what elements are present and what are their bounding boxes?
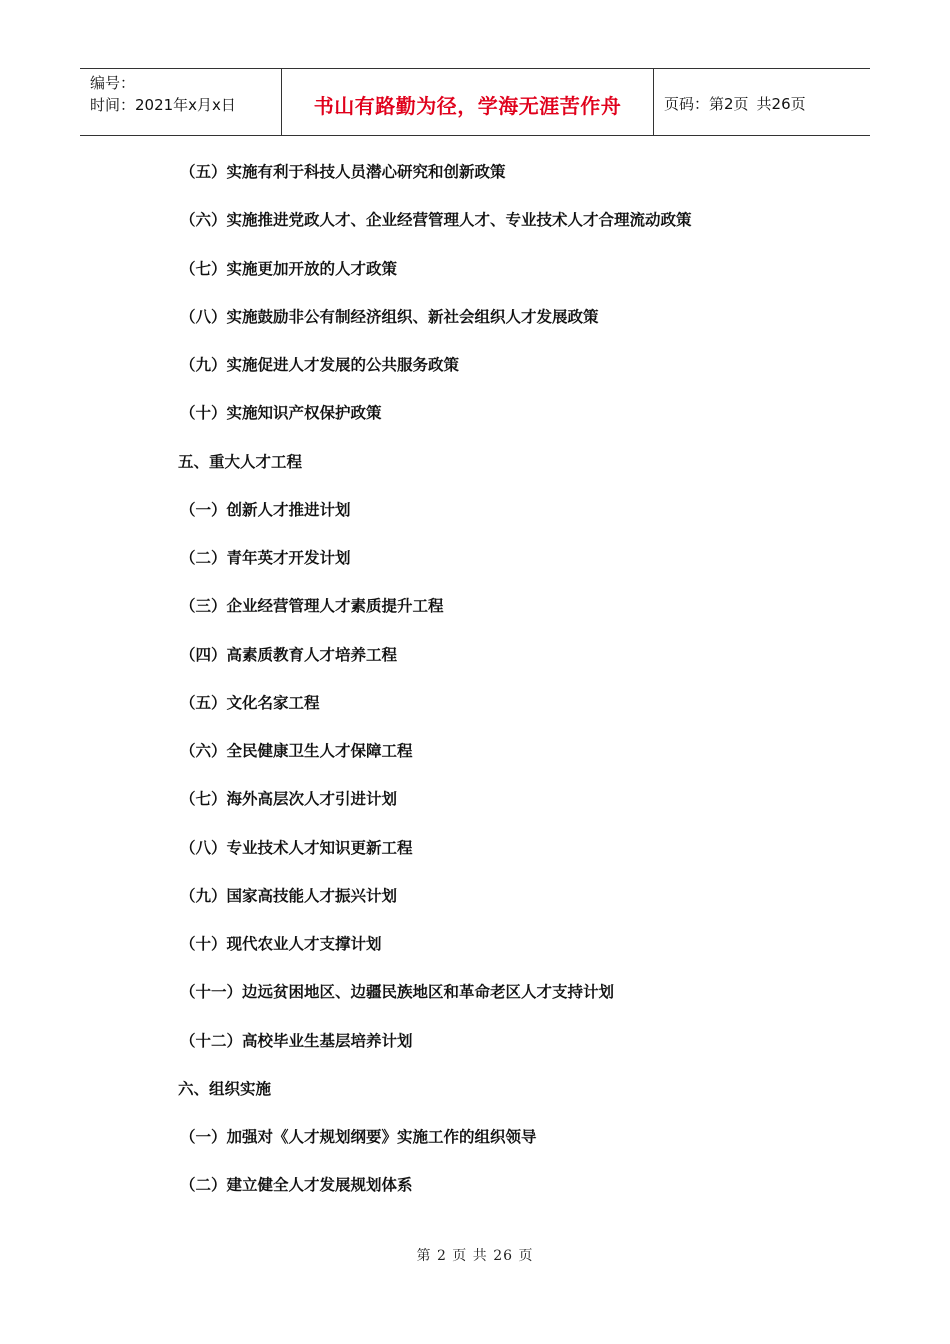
outline-item: （七）实施更加开放的人才政策 — [180, 259, 398, 278]
page-footer: 第 2 页 共 26 页 — [416, 1248, 534, 1264]
header-page-total: 共26页 — [756, 94, 806, 113]
outline-item: （五）文化名家工程 — [180, 693, 320, 712]
header-page-cell — [654, 69, 870, 135]
header-page-number: 页码：第2页 — [664, 94, 749, 113]
outline-item: （三）企业经营管理人才素质提升工程 — [180, 597, 444, 616]
outline-item: （十）实施知识产权保护政策 — [180, 404, 382, 423]
outline-item: （十二）高校毕业生基层培养计划 — [180, 1031, 413, 1050]
header-motto-cell — [282, 69, 654, 135]
outline-list — [180, 158, 860, 1220]
outline-item: （九）国家高技能人才振兴计划 — [180, 886, 398, 905]
outline-item: （八）实施鼓励非公有制经济组织、新社会组织人才发展政策 — [180, 307, 599, 326]
section-heading: 五、重大人才工程 — [178, 452, 303, 471]
outline-item: （九）实施促进人才发展的公共服务政策 — [180, 356, 460, 374]
outline-item: （十）现代农业人才支撑计划 — [180, 935, 382, 953]
outline-item: （六）全民健康卫生人才保障工程 — [180, 742, 413, 760]
outline-item: （七）海外高层次人才引进计划 — [180, 790, 398, 809]
outline-item: （二）青年英才开发计划 — [180, 549, 351, 567]
outline-item: （二）建立健全人才发展规划体系 — [180, 1176, 413, 1195]
outline-item: （一）创新人才推进计划 — [180, 500, 351, 519]
document-number-label: 编号： — [90, 74, 136, 92]
header-meta-cell — [80, 69, 282, 135]
outline-item: （一）加强对《人才规划纲要》实施工作的组织领导 — [180, 1128, 537, 1146]
outline-item: （六）实施推进党政人才、企业经营管理人才、专业技术人才合理流动政策 — [180, 211, 692, 230]
outline-item: （八）专业技术人才知识更新工程 — [180, 838, 413, 857]
outline-item: （十一）边远贫困地区、边疆民族地区和革命老区人才支持计划 — [180, 983, 615, 1002]
outline-item: （五）实施有利于科技人员潜心研究和创新政策 — [180, 163, 506, 181]
header-motto: 书山有路勤为径，学海无涯苦作舟 — [313, 93, 622, 118]
page-header — [80, 68, 870, 136]
document-time-label: 时间：2021年x月x日 — [90, 96, 236, 114]
section-heading: 六、组织实施 — [178, 1079, 272, 1098]
outline-item: （四）高素质教育人才培养工程 — [180, 645, 398, 664]
